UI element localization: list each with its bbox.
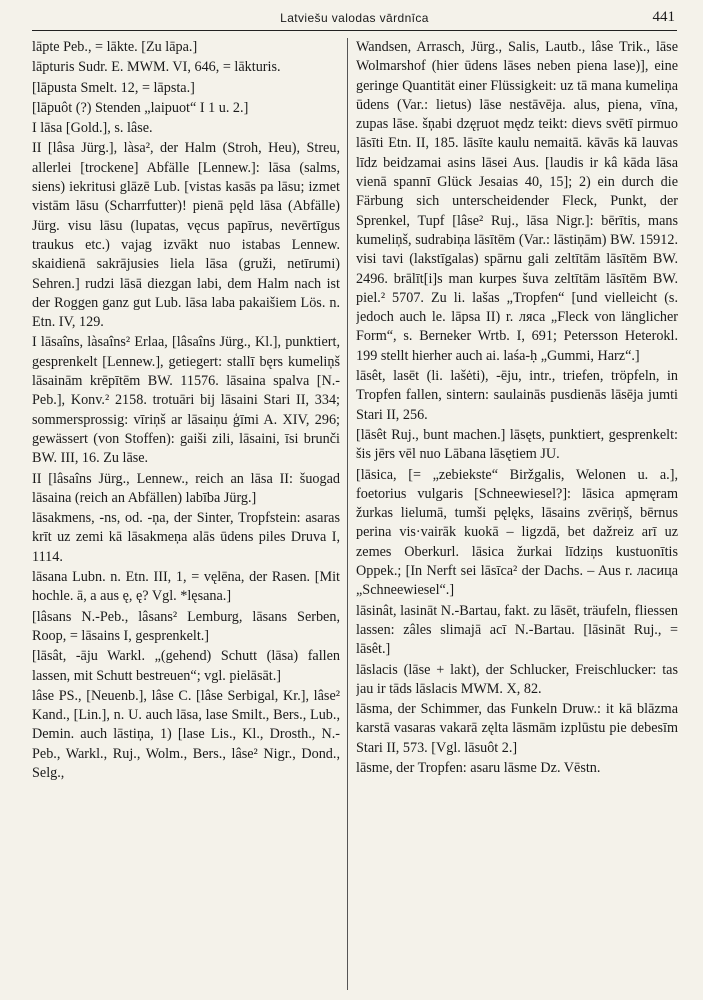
- left-column: [32, 38, 340, 992]
- dictionary-entry: [lâsans N.-Peb., lâsans² Lemburg, lāsans Serben, Roop, = lāsains I, gesprenkelt.]: [32, 608, 340, 644]
- dictionary-entry: lāpturis Sudr. E. MWM. VI, 646, = lākturis.: [32, 59, 281, 76]
- dictionary-entry: lāsme, der Tropfen: asaru lāsme Dz. Vēstn.: [356, 759, 601, 776]
- page-number: 441: [652, 9, 675, 25]
- running-title: Latviešu valodas vārdnīca: [280, 11, 429, 25]
- dictionary-entry: I lāsaîns, làsaîns² Erlaa, [lâsaîns Jürg., Kl.], punktiert, gesprenkelt [Lennew.], getiegert: stallī bęrs kumeliņš lāsainām krēpītēm BW. 11576. lāsaina spalva [N.-Peb.], Konv.² 2158. trotuāri bij lāsaini Stari II, 334; sommersprossig: vīriņš ar lāsaiņu ģīmi A. XIV, 296; gewässert (von Stoffen): gaiši zili, lāsaini, īsi brunči BW. III, 16. Zu lāse.: [32, 334, 340, 467]
- dictionary-entry: [lāpuôt (?) Stenden „laipuot“ I 1 u. 2.]: [32, 99, 249, 116]
- dictionary-entry: Wandsen, Arrasch, Jürg., Salis, Lautb., lâse Trik., lāse Wolmarshof (hier ūdens lāses neben piena lase)], eine geringe Quantität einer Flüssigkeit: uz tā mana kumeliņa ūdens (Var.: lietus) lāse nestāvēja. alus, piena, vīna, zupas lāse. šņabi dzęŗuot mędz teikt: dievs svētī pirmuo lāsīti Etn. II, 185. lāsīte kaulu nemaitā. kāvās kā lauvas līdz beidzamai asins lāsei Aus. [laudis ir kâ kāda lāsa vienā spannī Glück Jesaias 40, 15]; 2) ein durch die Färbung sich unterscheidender Fleck, Punkt, der Sprenkel, Tupf [lâse² Ruj., lāsa Nigr.]: bērītis, mans kumeliņš, sudrabiņa lāsītēm (Var.: lāstiņām) BW. 15912. visi tavi (lakstīgalas) spārnu gali zeltītām lāsītēm BW. 2496. brālīt[i]s man kurpes šuva zeltītām lāsītēm BW. piel.² 5707. Zu li. lašas „Tropfen“ [und vielleicht (s. jedoch auch le. lāpsa II) r. ляса „Fleck von länglicher Form“, s. Berneker Wrtb. I, 691; Petersson Heterokl. 199 stellt hierher auch ai. laśa-ḥ „Gummi, Harz“.]: [356, 39, 678, 364]
- dictionary-entry: II [lâsaîns Jürg., Lennew., reich an lāsa II: šuogad lāsaina (reich an Abfällen) labība Jürg.]: [32, 470, 340, 506]
- dictionary-entry: lāsakmens, -ns, od. -ņa, der Sinter, Tropfstein: asaras krīt uz zemi kā lāsakmeņa alās ūdens piles Druva I, 1114.: [32, 510, 340, 565]
- dictionary-entry: [lāsêt Ruj., bunt machen.] lāsęts, punktiert, gesprenkelt: šis jērs vēl nuo Lābana lāsętiem JU.: [356, 426, 678, 463]
- dictionary-entry: lāsma, der Schimmer, das Funkeln Druw.: it kā blāzma karstā vasaras vakarā zęlta lāsmām izplūstu pie debesīm Stari II, 573. [Vgl. lāsuôt 2.]: [356, 701, 678, 756]
- dictionary-entry: I lāsa [Gold.], s. lâse.: [32, 120, 153, 137]
- dictionary-entry: II [lâsa Jürg.], làsa², der Halm (Stroh, Heu), Streu, allerlei [trockene] Abfälle [Lennew.]: lāsa (salms, siens) iekritusi glāzē Lub. [vistas kasās pa lāsu; izmet vistām lāsu (Scharrfutter)! pienā pęld lāsa (Abfälle) Jürg. visu lāsu (lupatas, vęcus papīrus, nevērtīgus traukus etc.) vajag izvākt nuo istabas Lennew. skaidienā sakrājusies liela lāsa (gruži, netīrumi) Sehren.] rudzi lāsā diezgan labi, dem Halm nach ist der Roggen ganz gut Lub. lāsa laba pakaišiem Lös. n. Etn. IV, 129.: [32, 140, 340, 331]
- dictionary-entry: [lāsât, -āju Warkl. „(gehend) Schutt (lāsa) fallen lassen, mit Schutt bestreuen“; vgl. pielāsāt.]: [32, 648, 340, 684]
- column-divider: [347, 38, 348, 990]
- dictionary-entry: lāsinât, lasināt N.-Bartau, fakt. zu lāsēt, träufeln, fliessen lassen: zâles slimajā acī N.-Bartau. [lāsināt Ruj., = lāsêt.]: [356, 602, 678, 658]
- dictionary-entry: lāsêt, lasēt (li. lašėti), -ēju, intr., triefen, tröpfeln, in Tropfen fallen, sintern: saulainās pusdienās lāsēja jumti Stari II, 256.: [356, 368, 678, 423]
- right-column: [356, 38, 678, 992]
- dictionary-entry: lâse PS., [Neuenb.], lâse C. [lâse Serbigal, Kr.], lâse² Kand., [Lin.], n. U. auch lāsa, lase Smilt., Bers., Lub., Demin. auch lāstiņa, 1) [lase Lis., Kl., Drosth., N.-Peb., Warkl., Ruj., Wolm., Bers., lâse² Nigr., Dond., Selg.,: [32, 687, 340, 781]
- dictionary-entry: lāsana Lubn. n. Etn. III, 1, = vęlēna, der Rasen. [Mit hochle. ā, a aus ę, ę? Vgl. *lęsana.]: [32, 569, 340, 605]
- dictionary-entry: [lāsica, [= „zebiekste“ Biržgalis, Welonen u. a.], foetorius vulgaris [Schneewiesel?]: lāsica apmęram žurkas lielumā, tumši pęlęks, lāsains zvēriņš, bērnus perina vis·vairāk kuokā – ligzdā, bet dažreiz arī uz zemes Oberkurl. lāsica žurkai līdziņs kustuonītis Oppek.; [In Nerft sei lāsīca² der Dachs. – Aus r. ласица „Schneewiesel“.]: [356, 466, 678, 599]
- dictionary-entry: [lāpusta Smelt. 12, = lāpsta.]: [32, 79, 195, 96]
- dictionary-entry: lāslacis (lāse + lakt), der Schlucker, Freischlucker: tas jau ir tāds lāslacis MWM. X, 82.: [356, 661, 678, 697]
- page-header: [32, 8, 677, 31]
- dictionary-entry: lāpte Peb., = lākte. [Zu lāpa.]: [32, 39, 198, 55]
